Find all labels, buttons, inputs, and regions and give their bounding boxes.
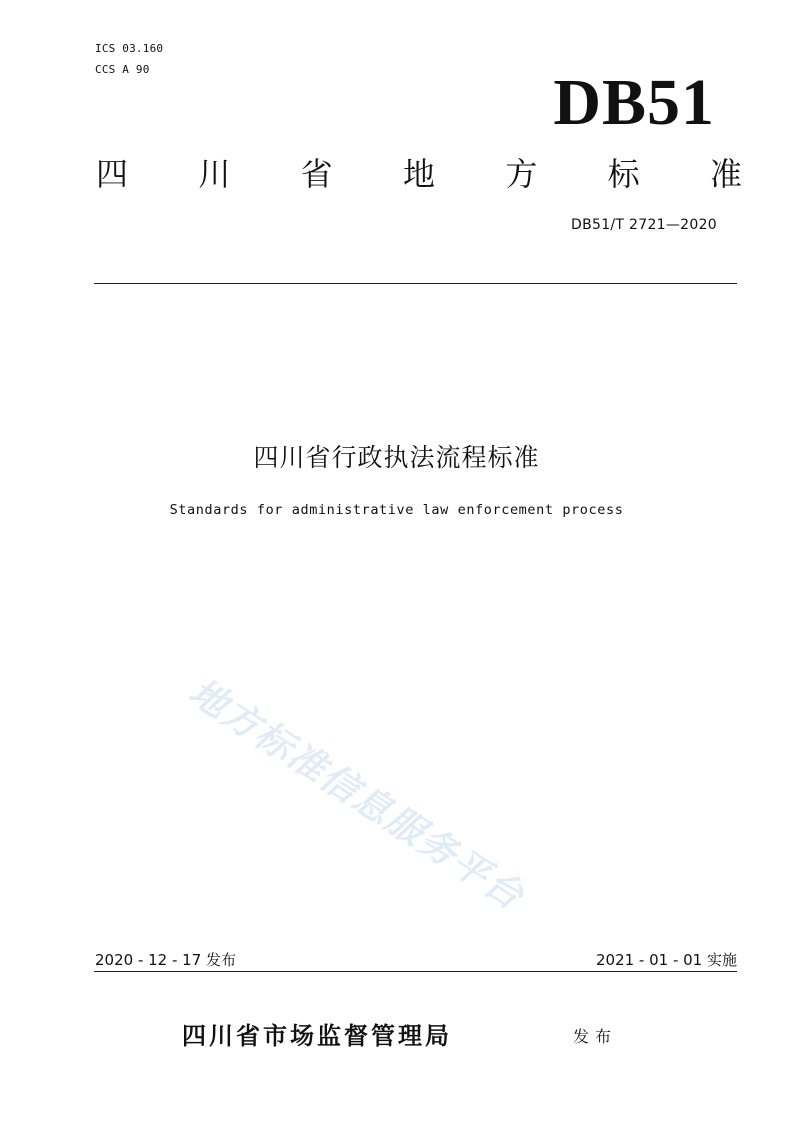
- header-divider: [94, 283, 737, 284]
- standard-type-char: 方: [505, 155, 538, 193]
- standard-type-char: 四: [96, 155, 129, 193]
- ics-code: ICS 03.160: [95, 42, 164, 55]
- document-title-english: Standards for administrative law enforcement process: [169, 502, 624, 518]
- document-title-chinese: 四川省行政执法流程标准: [253, 443, 540, 472]
- standard-type-char: 省: [300, 155, 333, 193]
- db51-logo: DB51: [553, 66, 715, 139]
- issuing-authority: 四川省市场监督管理局: [182, 1022, 452, 1050]
- standard-type-char: 准: [709, 155, 742, 193]
- standard-code: DB51/T 2721—2020: [571, 217, 717, 233]
- issuer-suffix: 发布: [573, 1027, 618, 1046]
- issue-date: 2020 - 12 - 17 发布: [95, 951, 237, 969]
- standard-type-char: 川: [198, 155, 231, 193]
- implementation-date: 2021 - 01 - 01 实施: [595, 951, 737, 969]
- watermark: 地方标准信息服务平台: [181, 670, 533, 919]
- standard-type-char: 标: [607, 155, 640, 193]
- standard-type-char: 地: [402, 155, 435, 193]
- ccs-code: CCS A 90: [95, 63, 150, 76]
- standard-type-heading: [96, 152, 742, 196]
- footer-divider: [94, 971, 737, 972]
